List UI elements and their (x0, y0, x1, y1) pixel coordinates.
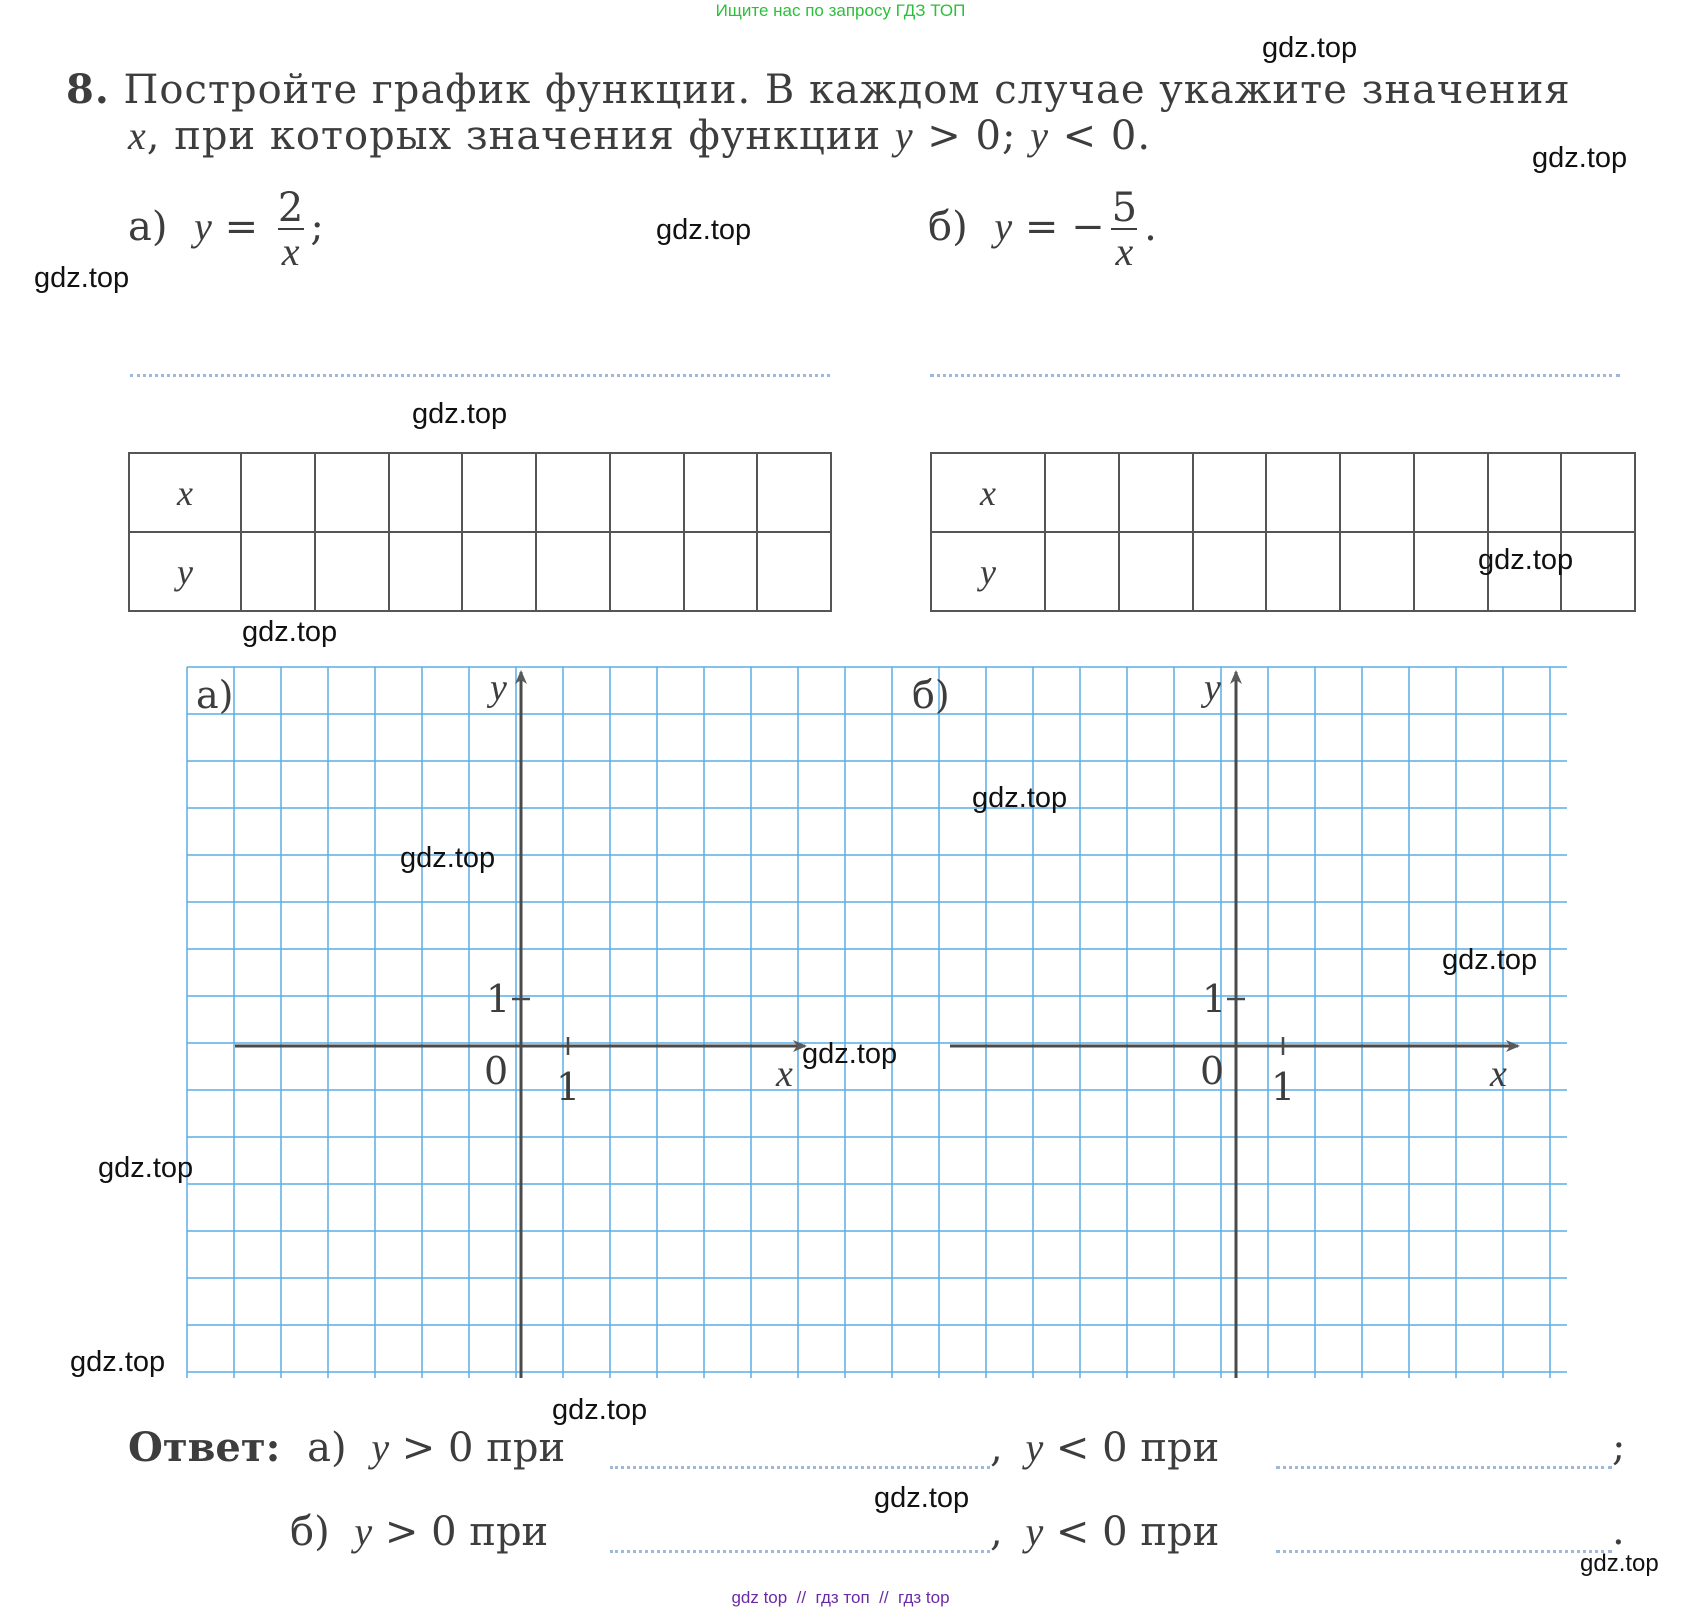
watermark: gdz.top (98, 1152, 194, 1184)
watermark: gdz.top (412, 398, 508, 430)
answer-b-positive-blank[interactable] (610, 1550, 990, 1553)
watermark: gdz.top (1478, 544, 1574, 576)
answer-line-a-row (128, 1424, 565, 1471)
watermark: gdz.top (1442, 944, 1538, 976)
answer-line-b-row (290, 1508, 548, 1555)
answer-a-positive-blank[interactable] (610, 1466, 990, 1469)
answer-b-comma: , (990, 1509, 1003, 1555)
y-axis-label-b: y (1204, 667, 1221, 709)
watermark: gdz.top (874, 1482, 970, 1514)
origin-a: 0 (484, 1049, 509, 1093)
cond-lt: < 0. (1048, 113, 1152, 159)
watermark: gdz.top (34, 262, 130, 294)
watermark: gdz.top (242, 616, 338, 648)
table-a-header-y: y (129, 532, 241, 611)
answer-b-negative-blank[interactable] (1276, 1550, 1612, 1553)
answer-a-comma: , (990, 1425, 1003, 1471)
watermark: gdz.top (656, 214, 752, 246)
task-text-line1: Постройте график функции. В каждом случае укажите значения (123, 67, 1571, 113)
watermark: gdz.top (1532, 142, 1628, 174)
answer-b-y2: y (1025, 1509, 1044, 1554)
watermark: gdz.top (1580, 1550, 1659, 1577)
watermark: gdz.top (972, 782, 1068, 814)
answer-a-lt: < 0 при (1043, 1425, 1220, 1471)
formula-a-eq: = (211, 204, 271, 250)
formula-b-label: б) (928, 204, 968, 250)
formula-a-denominator: x (278, 228, 304, 272)
table-b-header-x: x (931, 453, 1045, 532)
answer-a-label: а) (307, 1425, 347, 1471)
y-axis-label-a: y (490, 667, 507, 709)
cond-y1: y (894, 113, 914, 158)
answer-b-y1: y (354, 1509, 373, 1554)
formula-b-lhs: y (994, 204, 1013, 249)
cond-gt: > 0; (913, 113, 1031, 159)
unit-x-b: 1 (1271, 1065, 1296, 1109)
answer-a-gt: > 0 при (389, 1425, 566, 1471)
formula-b-tail: . (1144, 204, 1157, 250)
answer-b-label: б) (290, 1509, 330, 1555)
table-a-header-x: x (129, 453, 241, 532)
grid-label-b: б) (912, 673, 950, 717)
answer-a-semicolon: ; (1612, 1424, 1626, 1470)
formula-a-tail: ; (310, 204, 324, 250)
origin-b: 0 (1200, 1049, 1225, 1093)
unit-y-a: 1 (486, 977, 511, 1021)
table-b-header-y: y (931, 532, 1045, 611)
formula-b-numerator: 5 (1111, 185, 1138, 231)
footer-links[interactable]: gdz top // гдз топ // гдз top (731, 1588, 950, 1607)
x-axis-label-b: x (1490, 1053, 1507, 1095)
answer-b-gt: > 0 при (372, 1509, 549, 1555)
answer-title: Ответ: (128, 1424, 281, 1471)
watermark: gdz.top (802, 1038, 898, 1070)
grid-label-a: а) (196, 673, 234, 717)
watermark: gdz.top (1262, 32, 1358, 64)
formula-a-numerator: 2 (277, 185, 304, 231)
answer-b-lt: < 0 при (1043, 1509, 1220, 1555)
answer-b-period: . (1612, 1508, 1625, 1554)
answer-b-negative-part (990, 1508, 1219, 1555)
answer-a-negative-blank[interactable] (1276, 1466, 1612, 1469)
unit-x-a: 1 (556, 1065, 581, 1109)
answer-a-negative-part (990, 1424, 1219, 1471)
unit-y-b: 1 (1202, 977, 1227, 1021)
task-var-x: x (128, 113, 147, 158)
task-number: 8. (66, 66, 110, 113)
watermark: gdz.top (552, 1394, 648, 1426)
formula-b-eq: = − (1012, 204, 1105, 250)
grid-lines (187, 667, 1567, 1378)
formula-a-lhs: y (194, 204, 212, 249)
x-axis-label-a: x (776, 1053, 793, 1095)
answer-a-y2: y (1025, 1425, 1044, 1470)
answer-a-y1: y (371, 1425, 390, 1470)
watermark: gdz.top (400, 842, 496, 874)
formula-a-label: а) (128, 204, 168, 250)
cond-y2: y (1030, 113, 1049, 158)
task-text-line2: , при которых значения функции (146, 113, 882, 159)
top-banner[interactable]: Ищите нас по запросу ГДЗ ТОП (715, 1, 966, 20)
formula-b-denominator: x (1111, 228, 1137, 272)
watermark: gdz.top (70, 1346, 166, 1378)
